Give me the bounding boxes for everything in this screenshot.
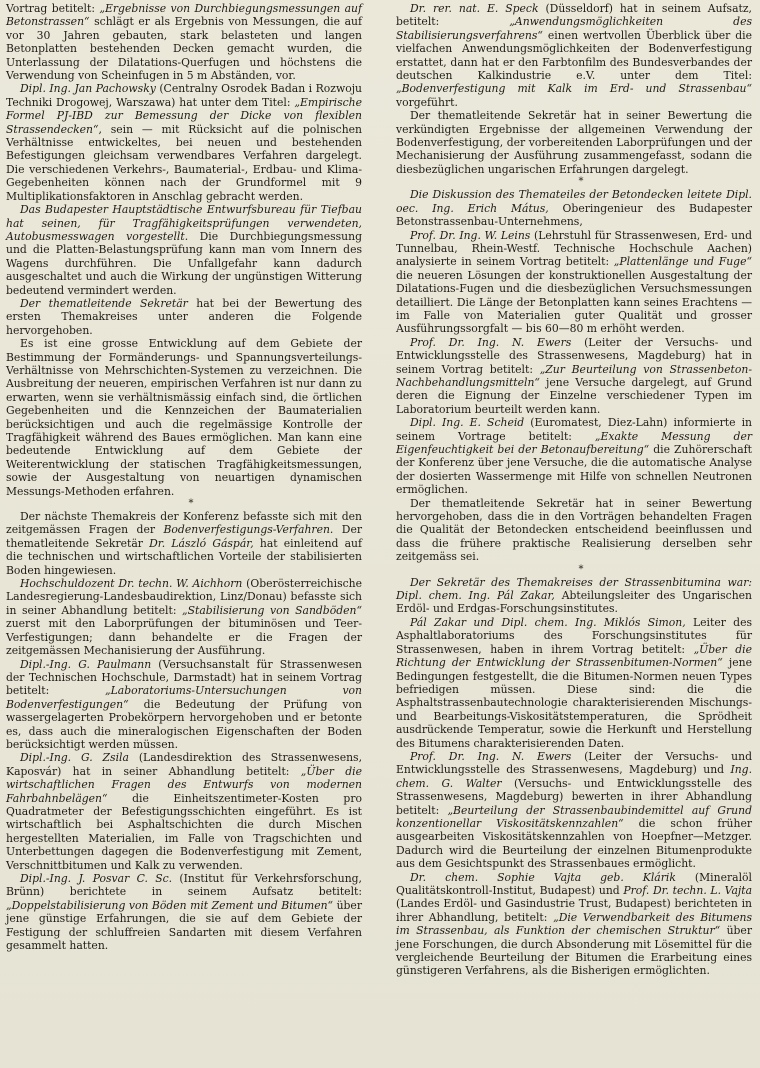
paragraph (6, 658, 362, 752)
paragraph (396, 497, 752, 564)
section-separator (396, 176, 752, 188)
italic-text: Dr. chem. Sophie Vajta geb. Klárik (410, 870, 676, 884)
body-text: (Oberösterreichische Landesregierung-Landesbaudirektion, Linz/Donau) befasste sich in seiner Abhandlung betitelt: (6, 577, 363, 617)
italic-text: „Beurteilung der Strassenbaubindemittel auf Grund konzentionellar Viskositätskennzahlen“ (396, 803, 752, 830)
italic-text: „Exakte Messung der Eigenfeuchtigkeit bei der Betonaufbereitung“ (396, 429, 752, 456)
italic-text: Dr. rer. nat. E. Speck (410, 2, 539, 15)
paragraph (6, 337, 362, 498)
italic-text: Prof. Dr. Ing. W. Leins (410, 228, 531, 242)
body-text: (Euromatest, Diez-Lahn) informierte in seinem Vortrage betitelt: (396, 416, 753, 443)
body-text: * (578, 176, 584, 188)
body-text: (Institut für Verkehrsforschung, Brünn) berichtete in seinem Aufsatz betitelt: (6, 872, 362, 899)
body-text: die neueren Lösungen der konstruktionellen Ausgestaltung der Dilatations-Fugen und die diesbezüglichen Versuchsmessungen detailliert. Die Länge der Betonplatten kann seines Erachtens — im Falle von Materialien guter Qualität und grosser Ausführungssorgfalt — bis 60—80 m erhöht werden. (396, 268, 752, 336)
body-text: Die Durchbiegungsmessung und die Platten-Belastungsprüfung kann man vom Innern des Wagens durchführen. Die Unfallgefahr kann dadurch ausgeschaltet und auch die Wirkung der ungünstigen Witterung bedeutend vermindert werden. (6, 229, 362, 297)
right-column (396, 2, 752, 978)
body-text: Es ist eine grosse Entwicklung auf dem Gebiete der Bestimmung der Formänderungs- und Spannungsverteilungs-Verhältnisse von Mehrschichten-Systemen zu verzeichnen. Die Ausbreitung der neueren, empirischen Verfahren ist nur dann zu erwarten, wenn sie verhältnismässig einfach sind, die örtlichen Gegebenheiten und die Kennzeichen der Baumaterialien berücksichtigen und auch die regelmässige Kontrolle der Tragfähigkeit während des Baues ermöglichen. Man kann eine bedeutende Entwicklung auf dem Gebiete der Weiterentwicklung der statischen Tragfähigkeitsmessungen, sowie der Ausgestaltung von neuartigen dynamischen Messungs-Methoden erfahren. (6, 337, 362, 498)
italic-text: Die Diskussion des Themateiles der Betondecken leitete Dipl. oec. Ing. Erich Mátus, (396, 188, 752, 215)
italic-text: „Doppelstabilisierung von Böden mit Zement und Bitumen“ (6, 898, 334, 912)
paragraph (396, 576, 752, 616)
italic-text: Bodenverfestigungs-Verfahren. (163, 523, 334, 537)
paragraph (396, 229, 752, 336)
italic-text: „Anwendungsmöglichkeiten des Stabilisierungsverfahrens“ (396, 15, 752, 42)
body-text: (Lehrstuhl für Strassenwesen, Erd- und Tunnelbau, Rhein-Westf. Technische Hochschule Aachen) analysierte in seinem Vortrag betitelt: (396, 228, 752, 269)
paragraph (6, 510, 362, 577)
paragraph (6, 203, 362, 297)
body-text: (Leiter der Versuchs- und Entwicklungsstelle des Strassenwesens, Magdeburg) und (396, 749, 752, 777)
body-text: * (188, 498, 194, 510)
section-separator (396, 564, 752, 576)
body-text: * (578, 563, 584, 575)
italic-text: Der thematleitende Sekretär (20, 296, 188, 310)
italic-text: Pál Zakar und Dipl. chem. Ing. Miklós Simon, (410, 615, 686, 629)
body-text: Oberingenieur des Budapester Betonstrassenbau-Unternehmens, (396, 201, 752, 229)
italic-text: Der Sekretär des Themakreises der Strassenbitumina war: Dipl. chem. Ing. Pál Zakar, (396, 575, 752, 603)
left-column (6, 2, 362, 952)
paragraph (396, 188, 752, 228)
paragraph (396, 416, 752, 496)
italic-text: Hochschuldozent Dr. techn. W. Aichhorn (20, 577, 243, 591)
section-separator (6, 498, 362, 510)
body-text: (Landes Erdöl- und Gasindustrie Trust, Budapest) berichteten in ihrer Abhandlung, betitelt: (396, 897, 752, 924)
body-text: Der nächste Themakreis der Konferenz befasste sich mit den zeitgemässen Fragen der (6, 510, 362, 537)
paragraph (6, 872, 362, 952)
body-text: hat einleitend auf die technischen und wirtschaftlichen Vorteile der stabilisierten Boden hingewiesen. (6, 536, 363, 577)
body-text: zuerst mit den Laborprüfungen der bituminösen und Teer-Verfestigungen; dann behandelte er die Fragen der zeitgemässen Mechanisierung der Ausführung. (6, 617, 362, 658)
italic-text: Prof. Dr. Ing. N. Ewers (410, 749, 572, 763)
body-text: einen wertvollen Überblick über die vielfachen Anwendungsmöglichkeiten der Bodenverfestigung erstattet, dann hat er den Farbtonfilm des Bundesverbandes der deutschen Kalkindustrie e.V. unter dem Titel: (396, 28, 752, 83)
paragraph (6, 751, 362, 872)
body-text: die Bedeutung der Prüfung von wassergelagerten Probekörpern hervorgehoben und er betonte es, dass auch die mineralogischen Eigenschaften der Boden berücksichtigt werden müssen. (6, 697, 362, 751)
body-text: (Mineralöl Qualitätskontroll-Institut, Budapest) und (396, 870, 752, 897)
italic-text: „Ergebnisse von Durchbiegungsmessungen auf Betonstrassen“ (6, 2, 362, 29)
body-text: vorgeführt. (396, 95, 458, 109)
body-text: Abteilungsleiter des Ungarischen Erdöl- und Erdgas-Forschungsinstitutes. (396, 589, 752, 616)
paragraph (396, 336, 752, 416)
italic-text: „Zur Beurteilung von Strassenbeton-Nachbehandlungsmitteln“ (396, 362, 752, 389)
paragraph (396, 109, 752, 176)
paragraph (396, 871, 752, 978)
body-text: über jene günstige Erfahrungen, die sie auf dem Gebiete der Festigung der schluffreien Sandarten mit diesem Verfahren gesammelt hatten. (6, 898, 362, 953)
body-text: Der thematleitende Sekretär hat in seiner Bewertung hervorgehoben, dass die in den Vorträgen behandelten Fragen die Qualität der Betondecken entscheidend beeinflussen und dass die frühere praktische Realisierung derselben sehr zeitgemäss sei. (396, 496, 752, 564)
paragraph (6, 297, 362, 337)
body-text: , sein — mit Rücksicht auf die polnischen Verhältnisse entwickeltes, bei neuen und bestehenden Befestigungen gleichsam verwendbares Verfahren dargelegt. Die verschiedenen Verkehrs-, Baumaterial-, Erdbau- und Klima-Gegebenheiten können nach der Grundformel mit 9 Multiplikationsfaktoren in Anschlag gebracht werden. (6, 122, 362, 203)
body-text: (Versuchs- und Entwicklungsstelle des Strassenwesens, Magdeburg) bewerten in ihrer Abhandlung betitelt: (396, 776, 752, 817)
paragraph (396, 750, 752, 871)
italic-text: Dipl.-Ing. G. Paulmann (20, 657, 152, 671)
italic-text: „Die Verwendbarkeit des Bitumens im Strassenbau, als Funktion der chemischen Struktur“ (396, 910, 752, 938)
body-text: (Düsseldorf) hat in seinem Aufsatz, betitelt: (396, 2, 752, 29)
italic-text: Dipl. Ing. E. Scheid (410, 416, 525, 430)
italic-text: „Stabilisierung von Sandböden“ (182, 603, 362, 617)
body-text: jene Versuche dargelegt, auf Grund deren die Eignung der Einzelne verschiedener Typen im Laboratorium beurteilt werden kann. (396, 375, 752, 416)
italic-text: Dipl. Ing. Jan Pachowsky (20, 82, 156, 96)
body-text: die schon früher ausgearbeiten Viskositätskennzahlen von Hoepfner—Metzger. Dadurch wird die Beurteilung der einzelnen Bitumenprodukte aus dem Gesichtspunkt des Strassenbaues ermöglicht. (396, 816, 752, 871)
italic-text: „Empirische Formel PJ-IBD zur Bemessung der Dicke von flexiblen Strassendecken“ (6, 95, 362, 136)
paragraph (6, 82, 362, 203)
italic-text: Prof. Dr. Ing. N. Ewers (410, 335, 572, 349)
paragraph (6, 577, 362, 657)
italic-text: „Plattenlänge und Fuge“ (613, 255, 752, 269)
italic-text: Prof. Dr. techn. L. Vajta (623, 884, 753, 897)
body-text: (Versuchsanstalt für Strassenwesen der Technischen Hochschule, Darmstadt) hat in seinem Vortrag betitelt: (6, 657, 362, 698)
italic-text: Das Budapester Hauptstädtische Entwurfsbureau für Tiefbau hat seinen, für Tragfähigkeitsprüfungen verwendeten, Autobusmesswagen vorgestellt. (6, 203, 362, 243)
body-text: Der thematleitende Sekretär hat in seiner Bewertung die verkündigten Ergebnisse der allgemeinen Verwendung der Bodenverfestigung, der vorbereitenden Laborprüfungen und der Mechanisierung der Ausführung zusammengefasst, sodann die diesbezüglichen ungarischen Erfahrungen dargelegt. (396, 109, 752, 176)
body-text: Leiter des Asphaltlaboratoriums des Forschungsinstitutes für Strassenwesen, haben in ihrem Vortrag betitelt: (396, 615, 753, 656)
paragraph (6, 2, 362, 82)
paragraph (396, 616, 752, 750)
body-text: jene Bedingungen festgestellt, die die Bitumen-Normen neuen Types befriedigen müssen. Diese sind: die die Asphaltstrassenbautechnologie charakterisierenden Mischungs- und Bearbeitungs-Viskositätstemperaturen, die Sprödheit ausdrückende Temperatur, sowie die Herkunft und Herstellung des Bitumens charakterisierenden Daten. (396, 656, 752, 750)
paragraph (396, 2, 752, 109)
body-text: Vortrag betitelt: (6, 2, 100, 15)
italic-text: „Laboratoriums-Untersuchungen von Bodenverfestigungen“ (6, 684, 362, 711)
body-text: die Zuhörerschaft der Konferenz über jene Versuche, die die automatische Analyse der dosierten Wassermenge mit Hilfe von schnellen Neutronen ermöglichen. (396, 443, 752, 497)
body-text: (Landesdirektion des Strassenwesens, Kaposvár) hat in seiner Abhandlung betitelt: (6, 751, 363, 778)
body-text: hat bei der Bewertung des ersten Themakreises unter anderen die Folgende hervorgehoben. (6, 296, 362, 337)
italic-text: Dipl.-Ing. G. Zsila (20, 751, 129, 765)
body-text: die Einheitszentimeter-Kosten pro Quadratmeter der Befestigungsschichten eingeführt. Es ist wirtschaftlich bei Asphaltschichten die durch Mischen hergestellten Materialien, im Falle von Tragschichten und Unterbettungen dagegen die Bodenverfestigung mit Zement, Verschnittbitumen und Kalk zu verwenden. (6, 791, 362, 872)
italic-text: „Über die Richtung der Entwicklung der Strassenbitumen-Normen“ (396, 642, 752, 670)
body-text: Der thematleitende Sekretär (6, 523, 363, 550)
italic-text: „Über die wirtschaftlichen Fragen des Entwurfs von modernen Fahrbahnbelägen“ (6, 764, 362, 805)
body-text: schlägt er als Ergebnis von Messungen, die auf vor 30 Jahren gebauten, stark belasteten und langen Betonplatten bestehenden Decken gemacht wurden, die Unterlassung der Dilatations-Querfugen und höchstens die Verwendung von Scheinfugen in 5 m Abständen, vor. (6, 15, 362, 83)
body-text: (Leiter der Versuchs- und Entwicklungsstelle des Strassenwesens, Magdeburg) hat in seinem Vortrag betitelt: (396, 335, 752, 376)
body-text: (Centralny Osrodek Badan i Rozwoju Techniki Drogowej, Warszawa) hat unter dem Titel: (6, 82, 362, 109)
italic-text: Dipl.-Ing. J. Posvar C. Sc. (20, 872, 173, 885)
italic-text: Dr. László Gáspár, (149, 536, 254, 550)
body-text: über jene Forschungen, die durch Absonderung mit Lösemittel für die vergleichende Beurteilung der Bitumen die Erarbeitung eines günstigeren Verfahrens, als die Bisherigen ermöglichten. (396, 924, 752, 978)
italic-text: „Bodenverfestigung mit Kalk im Erd- und Strassenbau“ (396, 82, 752, 96)
italic-text: Ing. chem. G. Walter (396, 763, 752, 790)
